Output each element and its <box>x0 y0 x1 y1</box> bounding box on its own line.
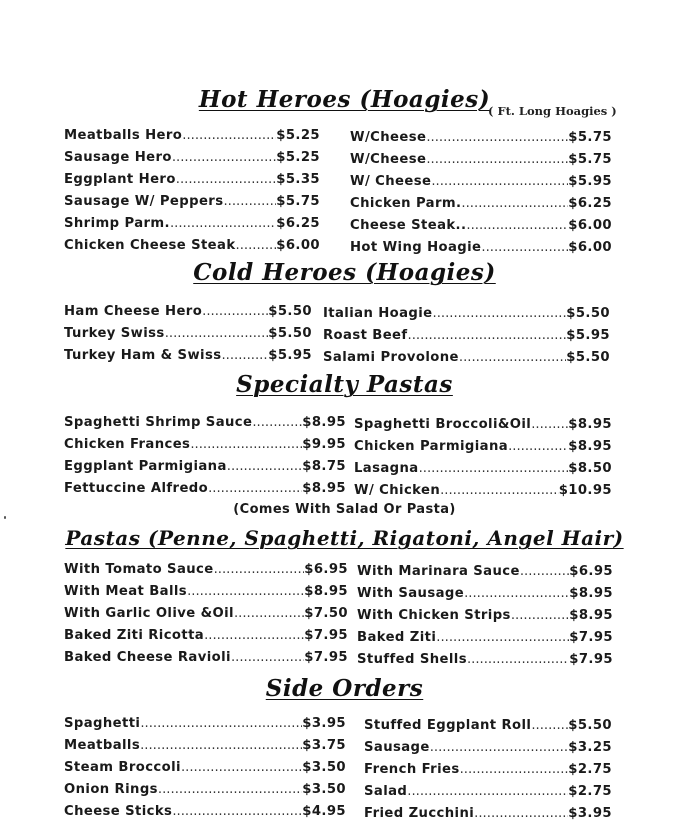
menu-item <box>357 652 613 670</box>
menu-item-name: With Garlic Olive &Oil <box>64 606 234 621</box>
menu-item <box>350 240 612 258</box>
menu-item-leader-dots <box>459 350 566 365</box>
menu-item-price: $5.35 <box>276 172 320 187</box>
menu-item-leader-dots <box>187 584 304 599</box>
menu-item-price: $7.95 <box>569 652 613 667</box>
menu-item <box>64 481 346 499</box>
menu-item <box>64 760 346 778</box>
menu-item-name: Baked Cheese Ravioli <box>64 650 231 665</box>
menu-item-name: Chicken Frances <box>64 437 191 452</box>
menu-item-name: Salami Provolone <box>323 350 459 365</box>
menu-item-leader-dots <box>407 784 568 799</box>
menu-item-leader-dots <box>221 348 268 363</box>
menu-item <box>64 348 312 366</box>
menu-item-price: $3.50 <box>302 782 346 797</box>
menu-item-leader-dots <box>252 415 302 430</box>
menu-item-leader-dots <box>170 216 276 231</box>
menu-item-price: $8.95 <box>569 608 613 623</box>
menu-item <box>357 630 613 648</box>
menu-item-name: Spaghetti <box>64 716 141 731</box>
menu-item-name: Fettuccine Alfredo <box>64 481 209 496</box>
menu-item-name: Sausage Hero <box>64 150 172 165</box>
menu-item-price: $6.25 <box>568 196 612 211</box>
menu-item-leader-dots <box>460 762 569 777</box>
menu-item-leader-dots <box>181 760 302 775</box>
menu-item <box>350 218 612 236</box>
menu-item <box>364 784 612 802</box>
menu-item-name: Meatballs Hero <box>64 128 183 143</box>
menu-item <box>350 196 612 214</box>
menu-item-name: Italian Hoagie <box>323 306 433 321</box>
menu-item-price: $8.95 <box>302 415 346 430</box>
menu-item <box>364 806 612 824</box>
menu-item-price: $10.95 <box>558 483 612 498</box>
menu-item-leader-dots <box>204 628 304 643</box>
menu-item-name: With Meat Balls <box>64 584 188 599</box>
menu-item-name: Steam Broccoli <box>64 760 181 775</box>
menu-item <box>64 437 346 455</box>
menu-item-name: With Marinara Sauce <box>357 564 520 579</box>
menu-item-leader-dots <box>464 586 569 601</box>
menu-item-name: Chicken Cheese Steak <box>64 238 236 253</box>
menu-item-leader-dots <box>461 196 568 211</box>
menu-item-price: $8.95 <box>568 417 612 432</box>
menu-item <box>354 461 612 479</box>
menu-item-leader-dots <box>158 782 302 797</box>
menu-item <box>64 304 312 322</box>
menu-item <box>354 439 612 457</box>
menu-item-price: $7.95 <box>304 650 348 665</box>
menu-item-leader-dots <box>172 150 276 165</box>
menu-item-price: $2.75 <box>568 784 612 799</box>
menu-item <box>350 174 612 192</box>
menu-item <box>64 584 348 602</box>
menu-item-price: $8.50 <box>568 461 612 476</box>
menu-item-price: $7.50 <box>304 606 348 621</box>
menu-item-leader-dots <box>431 174 568 189</box>
menu-item-price: $3.95 <box>568 806 612 821</box>
menu-item <box>357 564 613 582</box>
hot-heroes-note: ( Ft. Long Hoagies ) <box>488 104 617 118</box>
menu-item-name: Shrimp Parm. <box>64 216 170 231</box>
menu-item-name: Stuffed Eggplant Roll <box>364 718 532 733</box>
side-orders-title: Side Orders <box>265 675 424 702</box>
menu-item-price: $5.50 <box>568 718 612 733</box>
menu-item <box>64 782 346 800</box>
cold-heroes-title: Cold Heroes (Hoagies) <box>193 259 496 286</box>
menu-item-price: $7.95 <box>304 628 348 643</box>
menu-item-name: Cheese Steak.. <box>350 218 467 233</box>
menu-item-price: $6.00 <box>568 218 612 233</box>
menu-item-name: Eggplant Hero <box>64 172 176 187</box>
menu-item-leader-dots <box>426 130 568 145</box>
menu-item-price: $9.95 <box>302 437 346 452</box>
menu-item-name: Spaghetti Broccoli&Oil <box>354 417 532 432</box>
menu-item-price: $5.75 <box>568 152 612 167</box>
menu-item <box>64 128 320 146</box>
menu-item-name: With Chicken Strips <box>357 608 511 623</box>
menu-item-leader-dots <box>531 417 568 432</box>
menu-item <box>323 306 610 324</box>
menu-item-leader-dots <box>231 650 304 665</box>
menu-item-leader-dots <box>430 740 569 755</box>
menu-item <box>64 326 312 344</box>
menu-item-name: Turkey Swiss <box>64 326 165 341</box>
menu-item-name: Roast Beef <box>323 328 408 343</box>
menu-item-price: $2.75 <box>568 762 612 777</box>
menu-item-name: Sausage <box>364 740 430 755</box>
menu-item-name: Chicken Parmigiana <box>354 439 509 454</box>
menu-item-name: Chicken Parm. <box>350 196 462 211</box>
menu-item <box>323 328 610 346</box>
menu-item-price: $4.95 <box>302 804 346 819</box>
menu-item-name: Stuffed Shells <box>357 652 467 667</box>
menu-item-name: Cheese Sticks <box>64 804 173 819</box>
menu-item-price: $8.95 <box>568 439 612 454</box>
menu-item-price: $5.50 <box>566 350 610 365</box>
menu-item-price: $5.75 <box>276 194 320 209</box>
menu-item-price: $8.95 <box>302 481 346 496</box>
menu-item-leader-dots <box>234 606 304 621</box>
menu-item <box>357 586 613 604</box>
menu-item-name: Ham Cheese Hero <box>64 304 203 319</box>
menu-item-name: Salad <box>364 784 408 799</box>
menu-item <box>64 415 346 433</box>
menu-item-price: $5.25 <box>276 128 320 143</box>
menu-item-leader-dots <box>466 218 568 233</box>
menu-item-name: Onion Rings <box>64 782 158 797</box>
menu-item-price: $8.75 <box>302 459 346 474</box>
menu-item-leader-dots <box>140 738 302 753</box>
scan-speck <box>4 516 6 519</box>
menu-item <box>64 216 320 234</box>
menu-item <box>354 483 612 501</box>
menu-item-price: $6.95 <box>569 564 613 579</box>
menu-item-price: $7.95 <box>569 630 613 645</box>
menu-item <box>64 150 320 168</box>
menu-item <box>64 172 320 190</box>
menu-item-leader-dots <box>214 562 305 577</box>
menu-item-leader-dots <box>511 608 569 623</box>
menu-item-price: $5.25 <box>276 150 320 165</box>
menu-item <box>364 762 612 780</box>
menu-item <box>64 459 346 477</box>
menu-item-name: W/ Chicken <box>354 483 441 498</box>
specialty-pastas-title: Specialty Pastas <box>236 371 453 398</box>
menu-item <box>364 718 612 736</box>
menu-item-leader-dots <box>172 804 302 819</box>
menu-item-leader-dots <box>190 437 302 452</box>
menu-item-leader-dots <box>520 564 569 579</box>
menu-item-price: $3.75 <box>302 738 346 753</box>
menu-item-name: With Sausage <box>357 586 465 601</box>
menu-item-name: Lasagna <box>354 461 419 476</box>
menu-item-name: Fried Zucchini <box>364 806 475 821</box>
menu-item-price: $5.95 <box>268 348 312 363</box>
menu-item-leader-dots <box>208 481 302 496</box>
menu-item-price: $3.50 <box>302 760 346 775</box>
menu-item-leader-dots <box>419 461 569 476</box>
menu-item-leader-dots <box>531 718 568 733</box>
menu-item <box>350 152 612 170</box>
menu-item-price: $8.95 <box>304 584 348 599</box>
menu-item-price: $6.00 <box>568 240 612 255</box>
menu-item-leader-dots <box>467 652 569 667</box>
menu-item-price: $6.95 <box>304 562 348 577</box>
menu-item <box>364 740 612 758</box>
menu-item <box>64 194 320 212</box>
specialty-pastas-note: (Comes With Salad Or Pasta) <box>233 502 456 517</box>
menu-item <box>350 130 612 148</box>
menu-item <box>354 417 612 435</box>
menu-item-leader-dots <box>436 630 569 645</box>
menu-item-price: $5.95 <box>566 328 610 343</box>
menu-item <box>64 716 346 734</box>
menu-item-price: $6.25 <box>276 216 320 231</box>
menu-item <box>357 608 613 626</box>
pastas-title: Pastas (Penne, Spaghetti, Rigatoni, Angel Hair) <box>65 526 624 550</box>
menu-item-price: $8.95 <box>569 586 613 601</box>
menu-item <box>64 606 348 624</box>
menu-item-price: $5.95 <box>568 174 612 189</box>
menu-item-name: With Tomato Sauce <box>64 562 214 577</box>
menu-item-leader-dots <box>165 326 269 341</box>
menu-item-leader-dots <box>474 806 568 821</box>
hot-heroes-title: Hot Heroes (Hoagies) <box>198 86 491 113</box>
menu-item-name: Baked Ziti <box>357 630 437 645</box>
menu-item-price: $5.50 <box>268 304 312 319</box>
menu-item-name: W/Cheese <box>350 152 427 167</box>
menu-item-leader-dots <box>508 439 568 454</box>
menu-item-name: Eggplant Parmigiana <box>64 459 227 474</box>
menu-item-price: $5.75 <box>568 130 612 145</box>
menu-item-name: Meatballs <box>64 738 141 753</box>
menu-item-leader-dots <box>236 238 277 253</box>
menu-item-name: W/Cheese <box>350 130 427 145</box>
menu-item-leader-dots <box>433 306 567 321</box>
menu-item-leader-dots <box>426 152 568 167</box>
menu-item <box>64 628 348 646</box>
menu-item-price: $3.25 <box>568 740 612 755</box>
menu-item <box>64 804 346 822</box>
menu-item <box>64 738 346 756</box>
menu-item <box>323 350 610 368</box>
menu-item-name: Spaghetti Shrimp Sauce <box>64 415 253 430</box>
menu-item-leader-dots <box>202 304 268 319</box>
menu-item <box>64 238 320 256</box>
menu-item-price: $5.50 <box>566 306 610 321</box>
menu-item-price: $3.95 <box>302 716 346 731</box>
menu-item-name: Turkey Ham & Swiss <box>64 348 222 363</box>
menu-item-price: $6.00 <box>276 238 320 253</box>
menu-item-name: Baked Ziti Ricotta <box>64 628 205 643</box>
menu-item-leader-dots <box>481 240 568 255</box>
menu-item-leader-dots <box>182 128 276 143</box>
menu-item-price: $5.50 <box>268 326 312 341</box>
menu-item-name: W/ Cheese <box>350 174 432 189</box>
menu-item-name: Sausage W/ Peppers <box>64 194 224 209</box>
menu-item-name: French Fries <box>364 762 460 777</box>
menu-item-leader-dots <box>140 716 302 731</box>
menu-item-leader-dots <box>227 459 303 474</box>
menu-item <box>64 562 348 580</box>
menu-item-leader-dots <box>440 483 559 498</box>
menu-item-name: Hot Wing Hoagie <box>350 240 482 255</box>
menu-item-leader-dots <box>176 172 277 187</box>
menu-item-leader-dots <box>408 328 567 343</box>
menu-item <box>64 650 348 668</box>
menu-item-leader-dots <box>223 194 276 209</box>
